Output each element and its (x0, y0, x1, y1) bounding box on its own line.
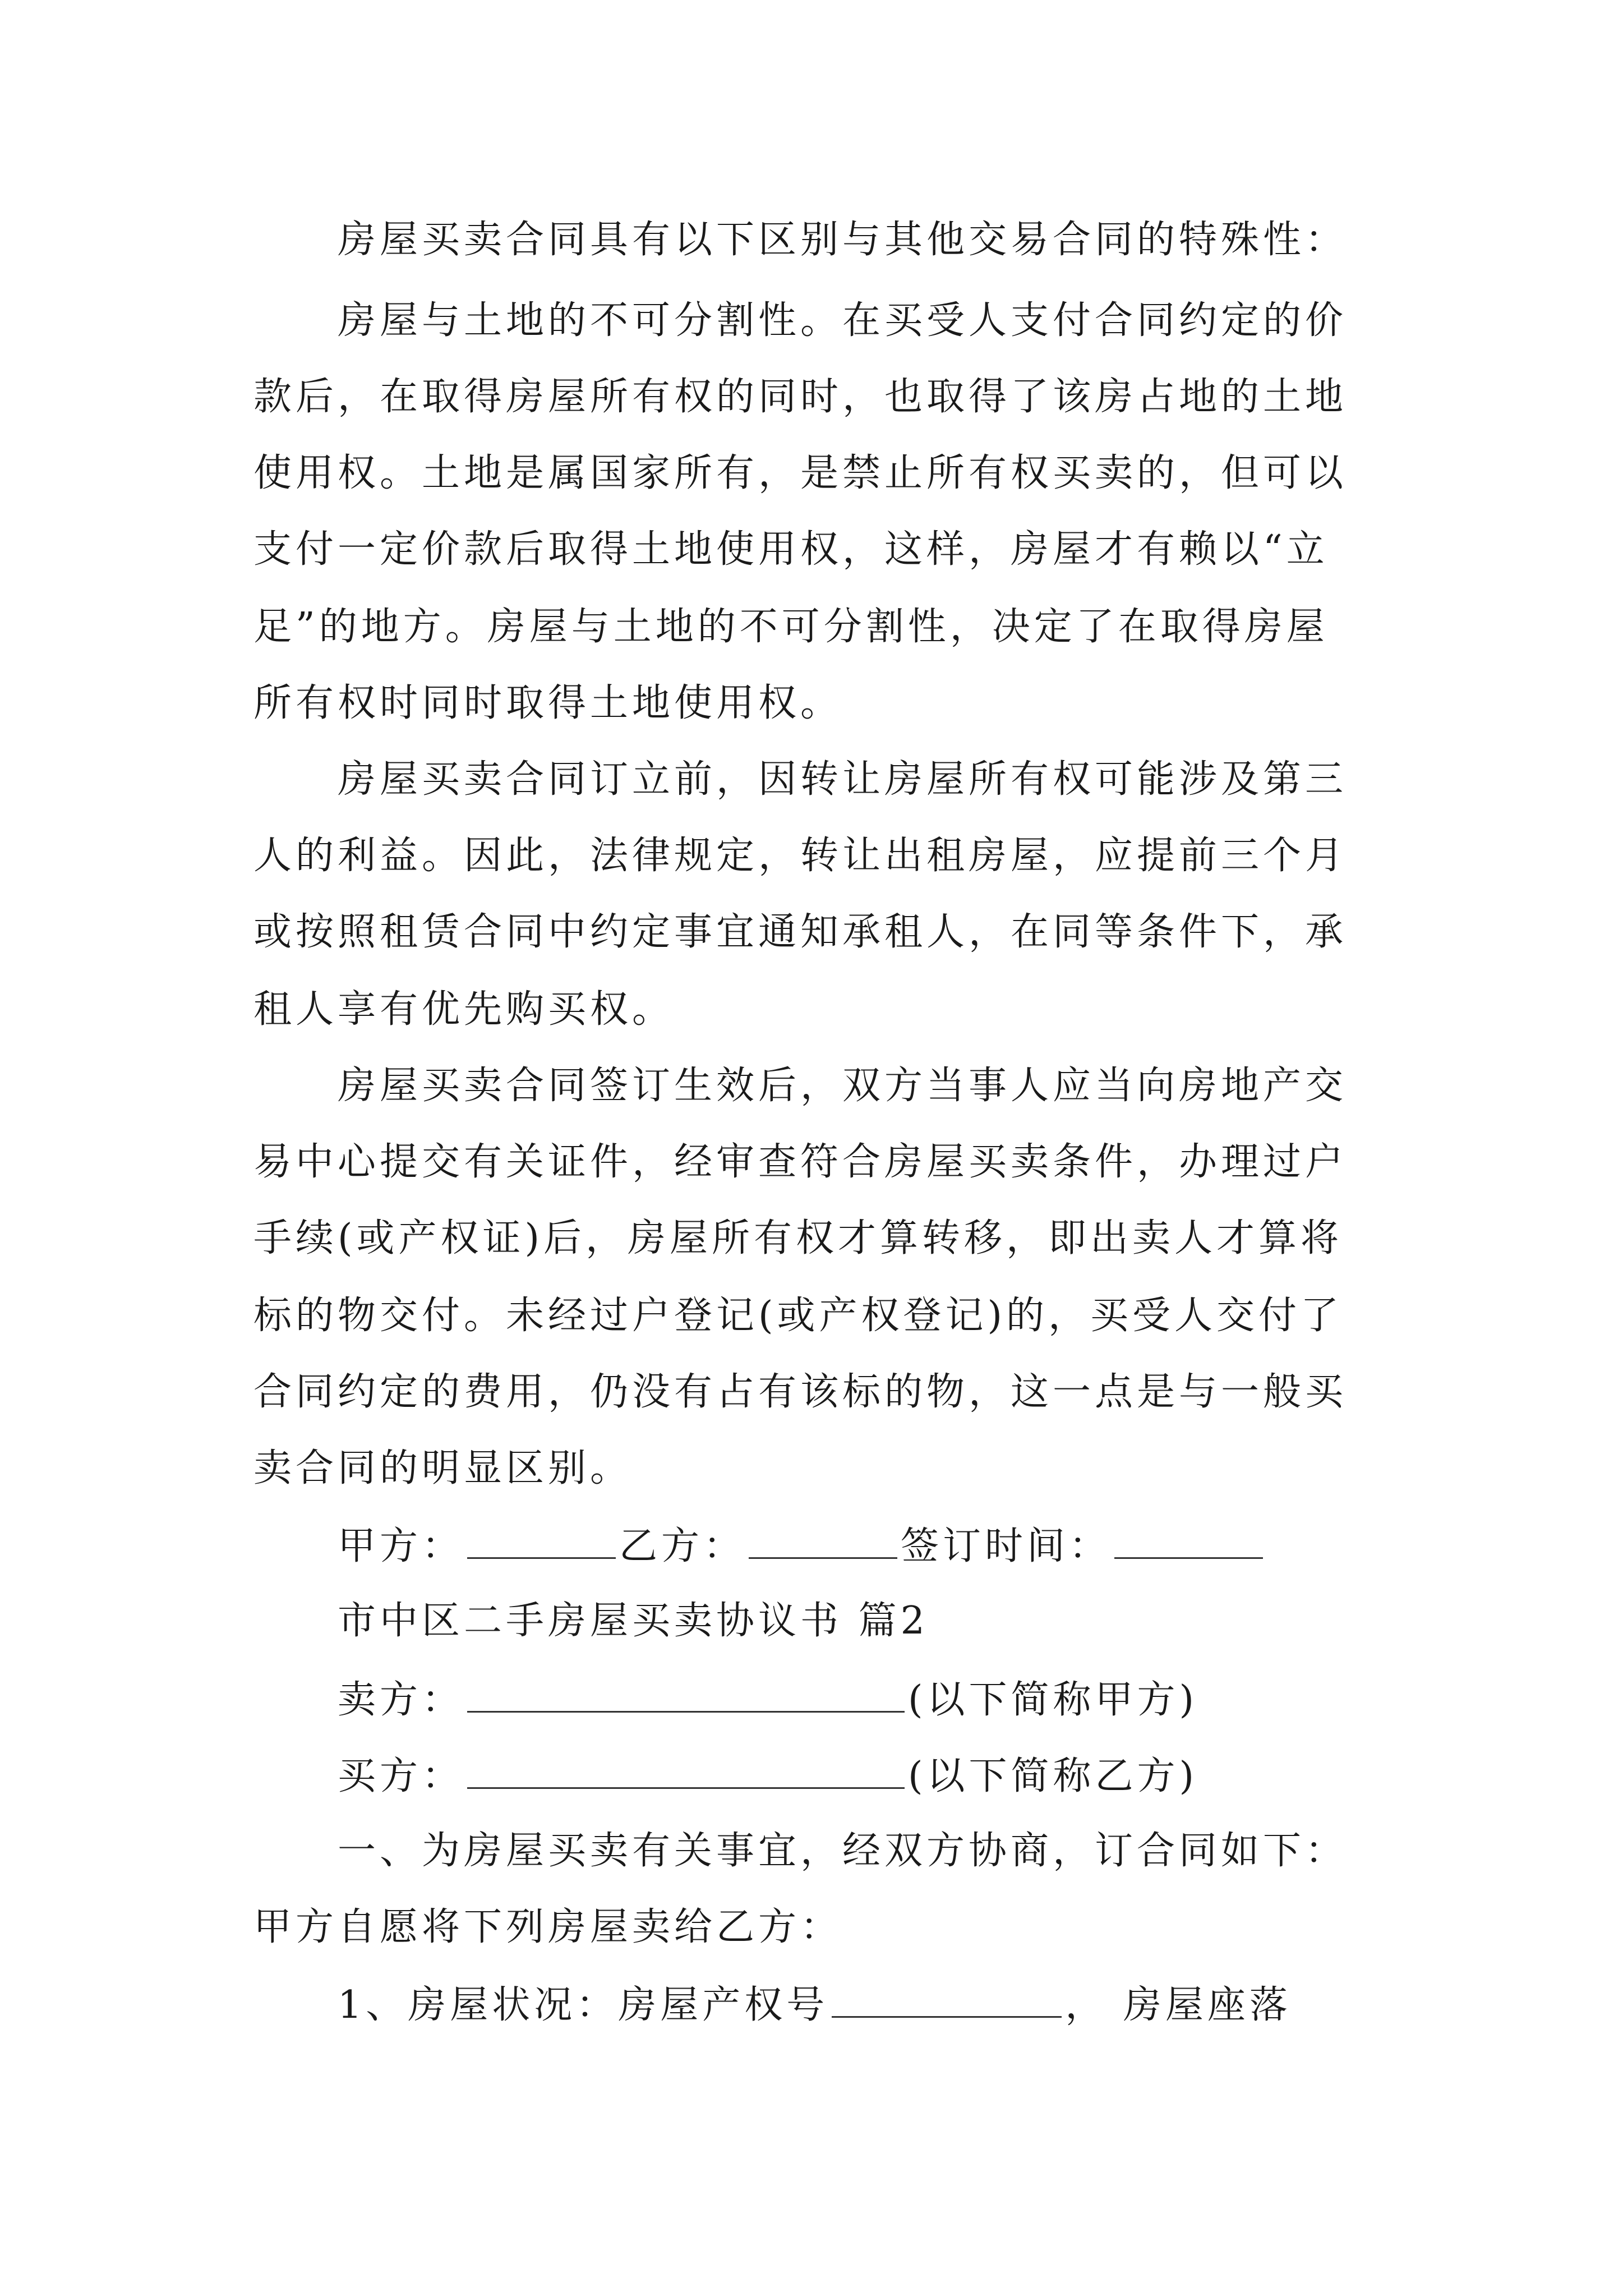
seller-suffix: (以下简称甲方) (908, 1678, 1198, 1722)
buyer-suffix: (以下简称乙方) (908, 1754, 1198, 1798)
paragraph-line: 人的利益。因此，法律规定，转让出租房屋，应提前三个月 (253, 834, 1348, 878)
clause-intro-continued: 甲方自愿将下列房屋卖给乙方： (253, 1905, 843, 1949)
paragraph-line: 房屋与土地的不可分割性。在买受人支付合同约定的价 (338, 298, 1348, 343)
paragraph-line: 房屋买卖合同订立前，因转让房屋所有权可能涉及第三 (338, 757, 1348, 802)
party-b-blank[interactable] (749, 1522, 897, 1559)
paragraph-line: 款后，在取得房屋所有权的同时，也取得了该房占地的土地 (253, 375, 1348, 419)
paragraph-line: 所有权时同时取得土地使用权。 (253, 681, 843, 725)
signature-line (338, 1522, 1266, 1569)
paragraph-line: 足”的地方。房屋与土地的不可分割性，决定了在取得房屋 (253, 605, 1329, 649)
paragraph-line: 房屋买卖合同具有以下区别与其他交易合同的特殊性： (338, 218, 1348, 262)
paragraph-line: 或按照租赁合同中约定事宜通知承租人，在同等条件下，承 (253, 910, 1348, 954)
paragraph-line: 房屋买卖合同签订生效后，双方当事人应当向房地产交 (338, 1064, 1348, 1108)
paragraph-line: 使用权。土地是属国家所有，是禁止所有权买卖的，但可以 (253, 451, 1348, 495)
paragraph-line: 手续(或产权证)后，房屋所有权才算转移，即出卖人才算将 (253, 1216, 1343, 1260)
clause-intro: 一、为房屋买卖有关事宜，经双方协商，订合同如下： (338, 1829, 1348, 1873)
sign-time-blank[interactable] (1114, 1522, 1263, 1559)
seller-label: 卖方： (338, 1678, 464, 1722)
paragraph-line: 支付一定价款后取得土地使用权，这样，房屋才有赖以“立 (253, 527, 1329, 572)
buyer-label: 买方： (338, 1754, 464, 1798)
paragraph-line: 合同约定的费用，仍没有占有该标的物，这一点是与一般买 (253, 1370, 1348, 1414)
party-b-label: 乙方： (619, 1524, 746, 1568)
paragraph-line: 标的物交付。未经过户登记(或产权登记)的，买受人交付了 (253, 1294, 1343, 1338)
item-1-line (338, 1981, 1292, 2028)
paragraph-line: 易中心提交有关证件，经审查符合房屋买卖条件，办理过户 (253, 1140, 1348, 1184)
sign-time-label: 签订时间： (901, 1524, 1112, 1568)
party-a-blank[interactable] (467, 1522, 616, 1559)
section-title: 市中区二手房屋买卖协议书 篇2 (338, 1599, 929, 1643)
seller-blank[interactable] (467, 1676, 905, 1713)
paragraph-line: 租人享有优先购买权。 (253, 987, 675, 1032)
party-a-label: 甲方： (338, 1524, 464, 1568)
buyer-blank[interactable] (467, 1752, 905, 1789)
seller-line (338, 1676, 1198, 1723)
paragraph-line: 卖合同的明显区别。 (253, 1446, 633, 1490)
item-1-prefix: 1、房屋状况：房屋产权号 (338, 1983, 829, 2027)
item-1-suffix: ， 房屋座落 (1065, 1983, 1292, 2027)
property-number-blank[interactable] (832, 1981, 1062, 2018)
buyer-line (338, 1752, 1198, 1799)
